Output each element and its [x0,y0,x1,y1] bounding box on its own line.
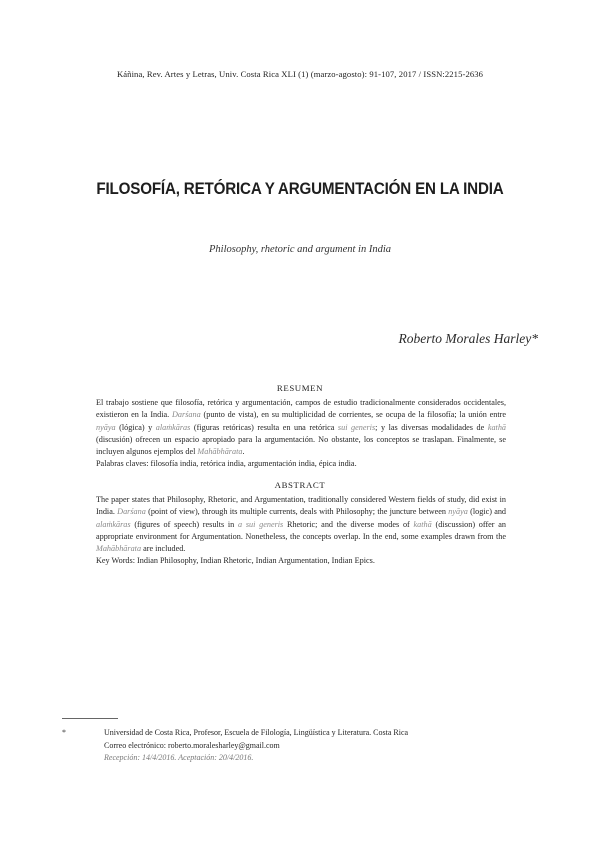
term-darsana: Darśana [117,507,146,517]
running-head: Káñina, Rev. Artes y Letras, Univ. Costa Rica XLI (1) (marzo-agosto): 91-107, 2017 / ISSN:2215-2636 [116,69,484,79]
author-name: Roberto Morales Harley* [398,331,538,346]
resumen-body [96,397,506,471]
resumen-text: ; y las diversas modalidades de [375,422,485,432]
resumen-heading: RESUMEN [276,383,324,393]
term-mahabharata: Mahābhārata [197,447,243,457]
term-alamkaras: alaṁkāras [155,422,191,432]
footnote-affiliation: Universidad de Costa Rica, Profesor, Escuela de Filología, Lingüística y Literatura. Costa Rica [104,728,409,737]
term-nyaya: nyāya [448,507,468,517]
abstract-text: are included. [143,544,186,554]
abstract-text: (figures of speech) results in [134,519,235,529]
term-nyaya: nyāya [96,422,116,432]
resumen-text: (figuras retóricas) resulta en una retórica [193,422,335,432]
article-title: FILOSOFÍA, RETÓRICA Y ARGUMENTACIÓN EN LA INDIA [96,180,504,198]
resumen-text: El trabajo sostiene que filosofía, retórica y argumentación, campos de estudio tradicionalmente considerados occidentales, existieron en la India. [96,398,506,420]
resumen-text: . [242,447,245,457]
abstract-text: (logic) and [470,507,507,517]
term-mahabharata: Mahābhārata [96,544,142,554]
author-footnote [104,727,534,765]
article-subtitle: Philosophy, rhetoric and argument in India [209,244,391,255]
abstract-keywords: Key Words: Indian Philosophy, Indian Rhetoric, Indian Argumentation, Indian Epics. [96,556,375,566]
abstract-text: The paper states that Philosophy, Rhetoric, and Argumentation, traditionally considered Western fields of study, did exist in India. [96,495,506,517]
term-darsana: Darśana [172,410,201,420]
abstract-text: (discussion) offer an appropriate environment for Argumentation. Nonetheless, the concepts overlap. In the end, some examples drawn from the [96,519,506,541]
abstract-text: Rhetoric; and the diverse modes of [286,519,410,529]
term-sui-generis: sui generis [337,422,376,432]
footnote-marker: * [62,728,66,737]
footnote-dates: Recepción: 14/4/2016. Aceptación: 20/4/2016. [104,753,254,762]
abstract-heading: ABSTRACT [274,480,326,490]
resumen-keywords: Palabras claves: filosofía india, retórica india, argumentación india, épica india. [96,459,357,469]
resumen-text: (discusión) ofrecen un espacio apropiado para la argumentación. No obstante, los conceptos se traslapan. Finalmente, se incluyen algunos ejemplos del [96,434,506,457]
term-katha: kathā [487,422,507,432]
term-sui-generis: a sui generis [238,519,284,529]
resumen-paragraph [96,397,506,458]
footnote-email[interactable]: Correo electrónico: roberto.moralesharley@gmail.com [104,740,280,750]
resumen-text: (punto de vista), en su multiplicidad de corrientes, se ocupa de la filosofía; la unión entre [203,410,507,420]
term-katha: kathā [413,519,432,529]
abstract-text: (point of view), through its multiple currents, deals with Philosophy; the juncture between [148,507,446,517]
abstract-paragraph [96,494,506,555]
footnote-divider [62,718,118,719]
resumen-text: (lógica) y [119,422,153,432]
term-alamkaras: alaṁkāras [96,519,131,529]
abstract-body [96,494,506,568]
